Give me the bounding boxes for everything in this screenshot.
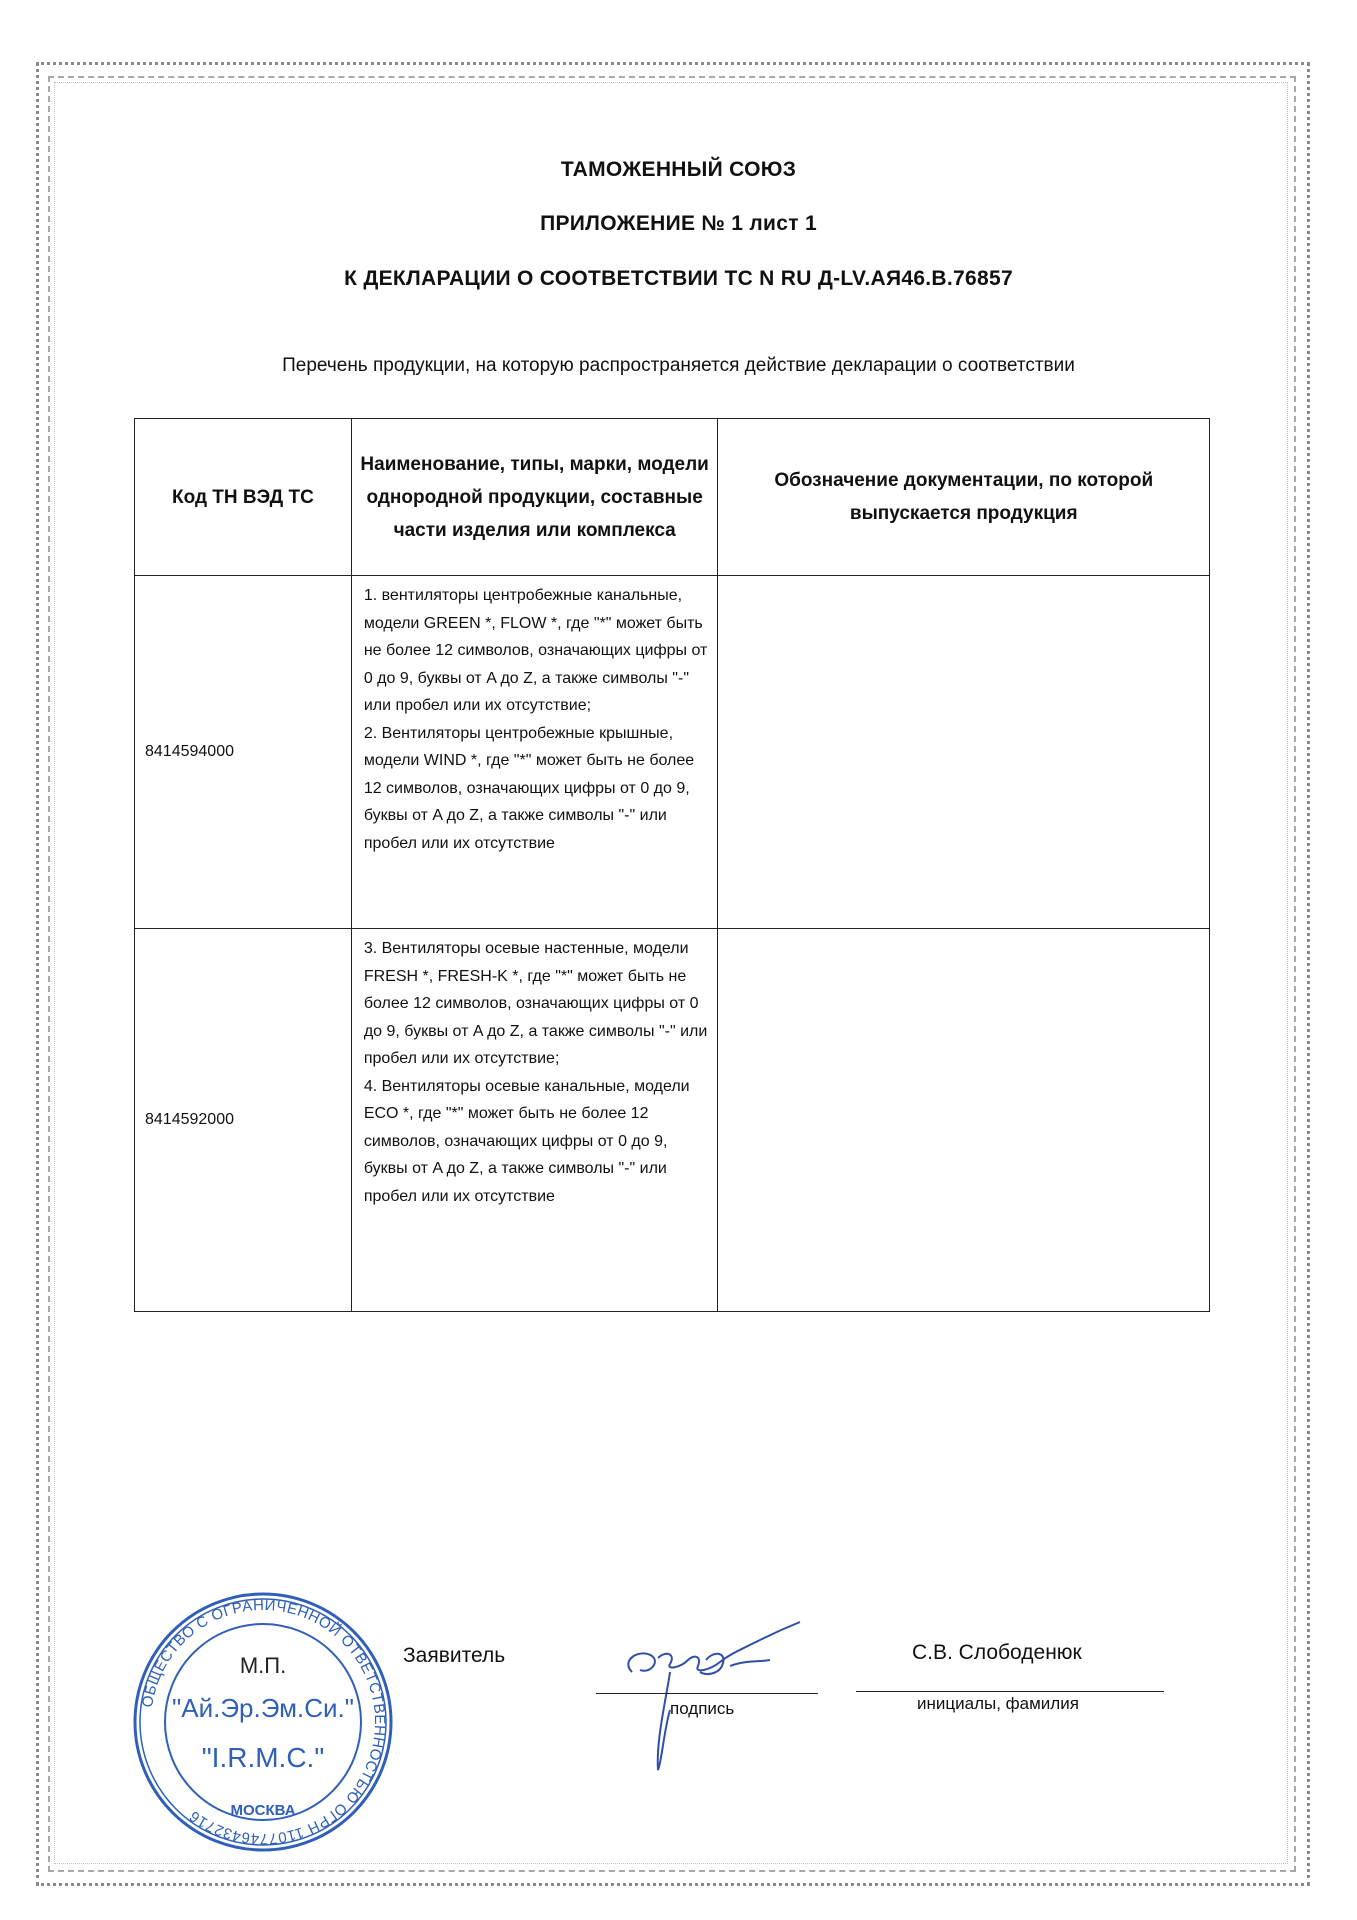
header-name: Наименование, типы, марки, модели однородной продукции, составные части изделия или комплекса [351, 419, 718, 576]
product-description-cell [351, 576, 718, 929]
seal-ring-text: ОБЩЕСТВО С ОГРАНИЧЕННОЙ ОТВЕТСТВЕННОСТЬЮ ОГРН 1107746432716 [138, 1596, 389, 1848]
company-seal [128, 1587, 398, 1857]
union-title: ТАМОЖЕННЫЙ СОЮЗ [560, 158, 797, 181]
declaration-title: К ДЕКЛАРАЦИИ О СООТВЕТСТВИИ ТС N RU Д-LV.АЯ46.В.76857 [344, 267, 1013, 290]
product-item: 1. вентиляторы центробежные канальные, модели GREEN *, FLOW *, где "*" может быть не более 12 символов, означающих цифры от 0 до 9, буквы от A до Z, а также символы "-" или пробел или их отсутствие; [363, 587, 708, 714]
seal-name-ru: "Ай.Эр.Эм.Си." [172, 1693, 354, 1723]
hs-code-cell: 8414594000 [135, 576, 352, 929]
header-documentation: Обозначение документации, по которой выпускается продукция [718, 419, 1210, 576]
hs-code-cell: 8414592000 [135, 929, 352, 1312]
table-row [135, 576, 1210, 929]
name-line [856, 1691, 1164, 1692]
product-item: 2. Вентиляторы центробежные крышные, модели WIND *, где "*" может быть не более 12 символов, означающих цифры от 0 до 9, буквы от A до Z, а также символы "-" или пробел или их отсутствие [363, 724, 695, 852]
signature-caption: подпись [670, 1699, 735, 1718]
seal-name-en: "I.R.M.C." [201, 1742, 325, 1773]
documentation-cell [718, 576, 1210, 929]
header-code: Код ТН ВЭД ТС [135, 419, 352, 576]
table-header-row [135, 419, 1210, 576]
seal-city: МОСКВА [230, 1802, 296, 1819]
product-item: 3. Вентиляторы осевые настенные, модели FRESH *, FRESH-K *, где "*" может быть не более 12 символов, означающих цифры от 0 до 9, буквы от A до Z, а также символы "-" или пробел или их отсутствие; [363, 940, 708, 1067]
intro-text: Перечень продукции, на которую распространяется действие декларации о соответствии [282, 355, 1075, 376]
applicant-label: Заявитель [403, 1644, 506, 1667]
product-table [134, 418, 1210, 1312]
product-description-cell [351, 929, 718, 1312]
seal-mp-label: М.П. [239, 1653, 287, 1678]
table-row [135, 929, 1210, 1312]
product-item: 4. Вентиляторы осевые канальные, модели ECO *, где "*" может быть не более 12 символов, означающих цифры от 0 до 9, буквы от A до Z, а также символы "-" или пробел или их отсутствие [363, 1077, 690, 1205]
signature-line [596, 1693, 818, 1694]
documentation-cell [718, 929, 1210, 1312]
signer-name: С.В. Слободенюк [912, 1641, 1082, 1664]
name-caption: инициалы, фамилия [917, 1694, 1079, 1713]
handwritten-signature [610, 1610, 810, 1780]
appendix-title: ПРИЛОЖЕНИЕ № 1 лист 1 [540, 212, 817, 235]
